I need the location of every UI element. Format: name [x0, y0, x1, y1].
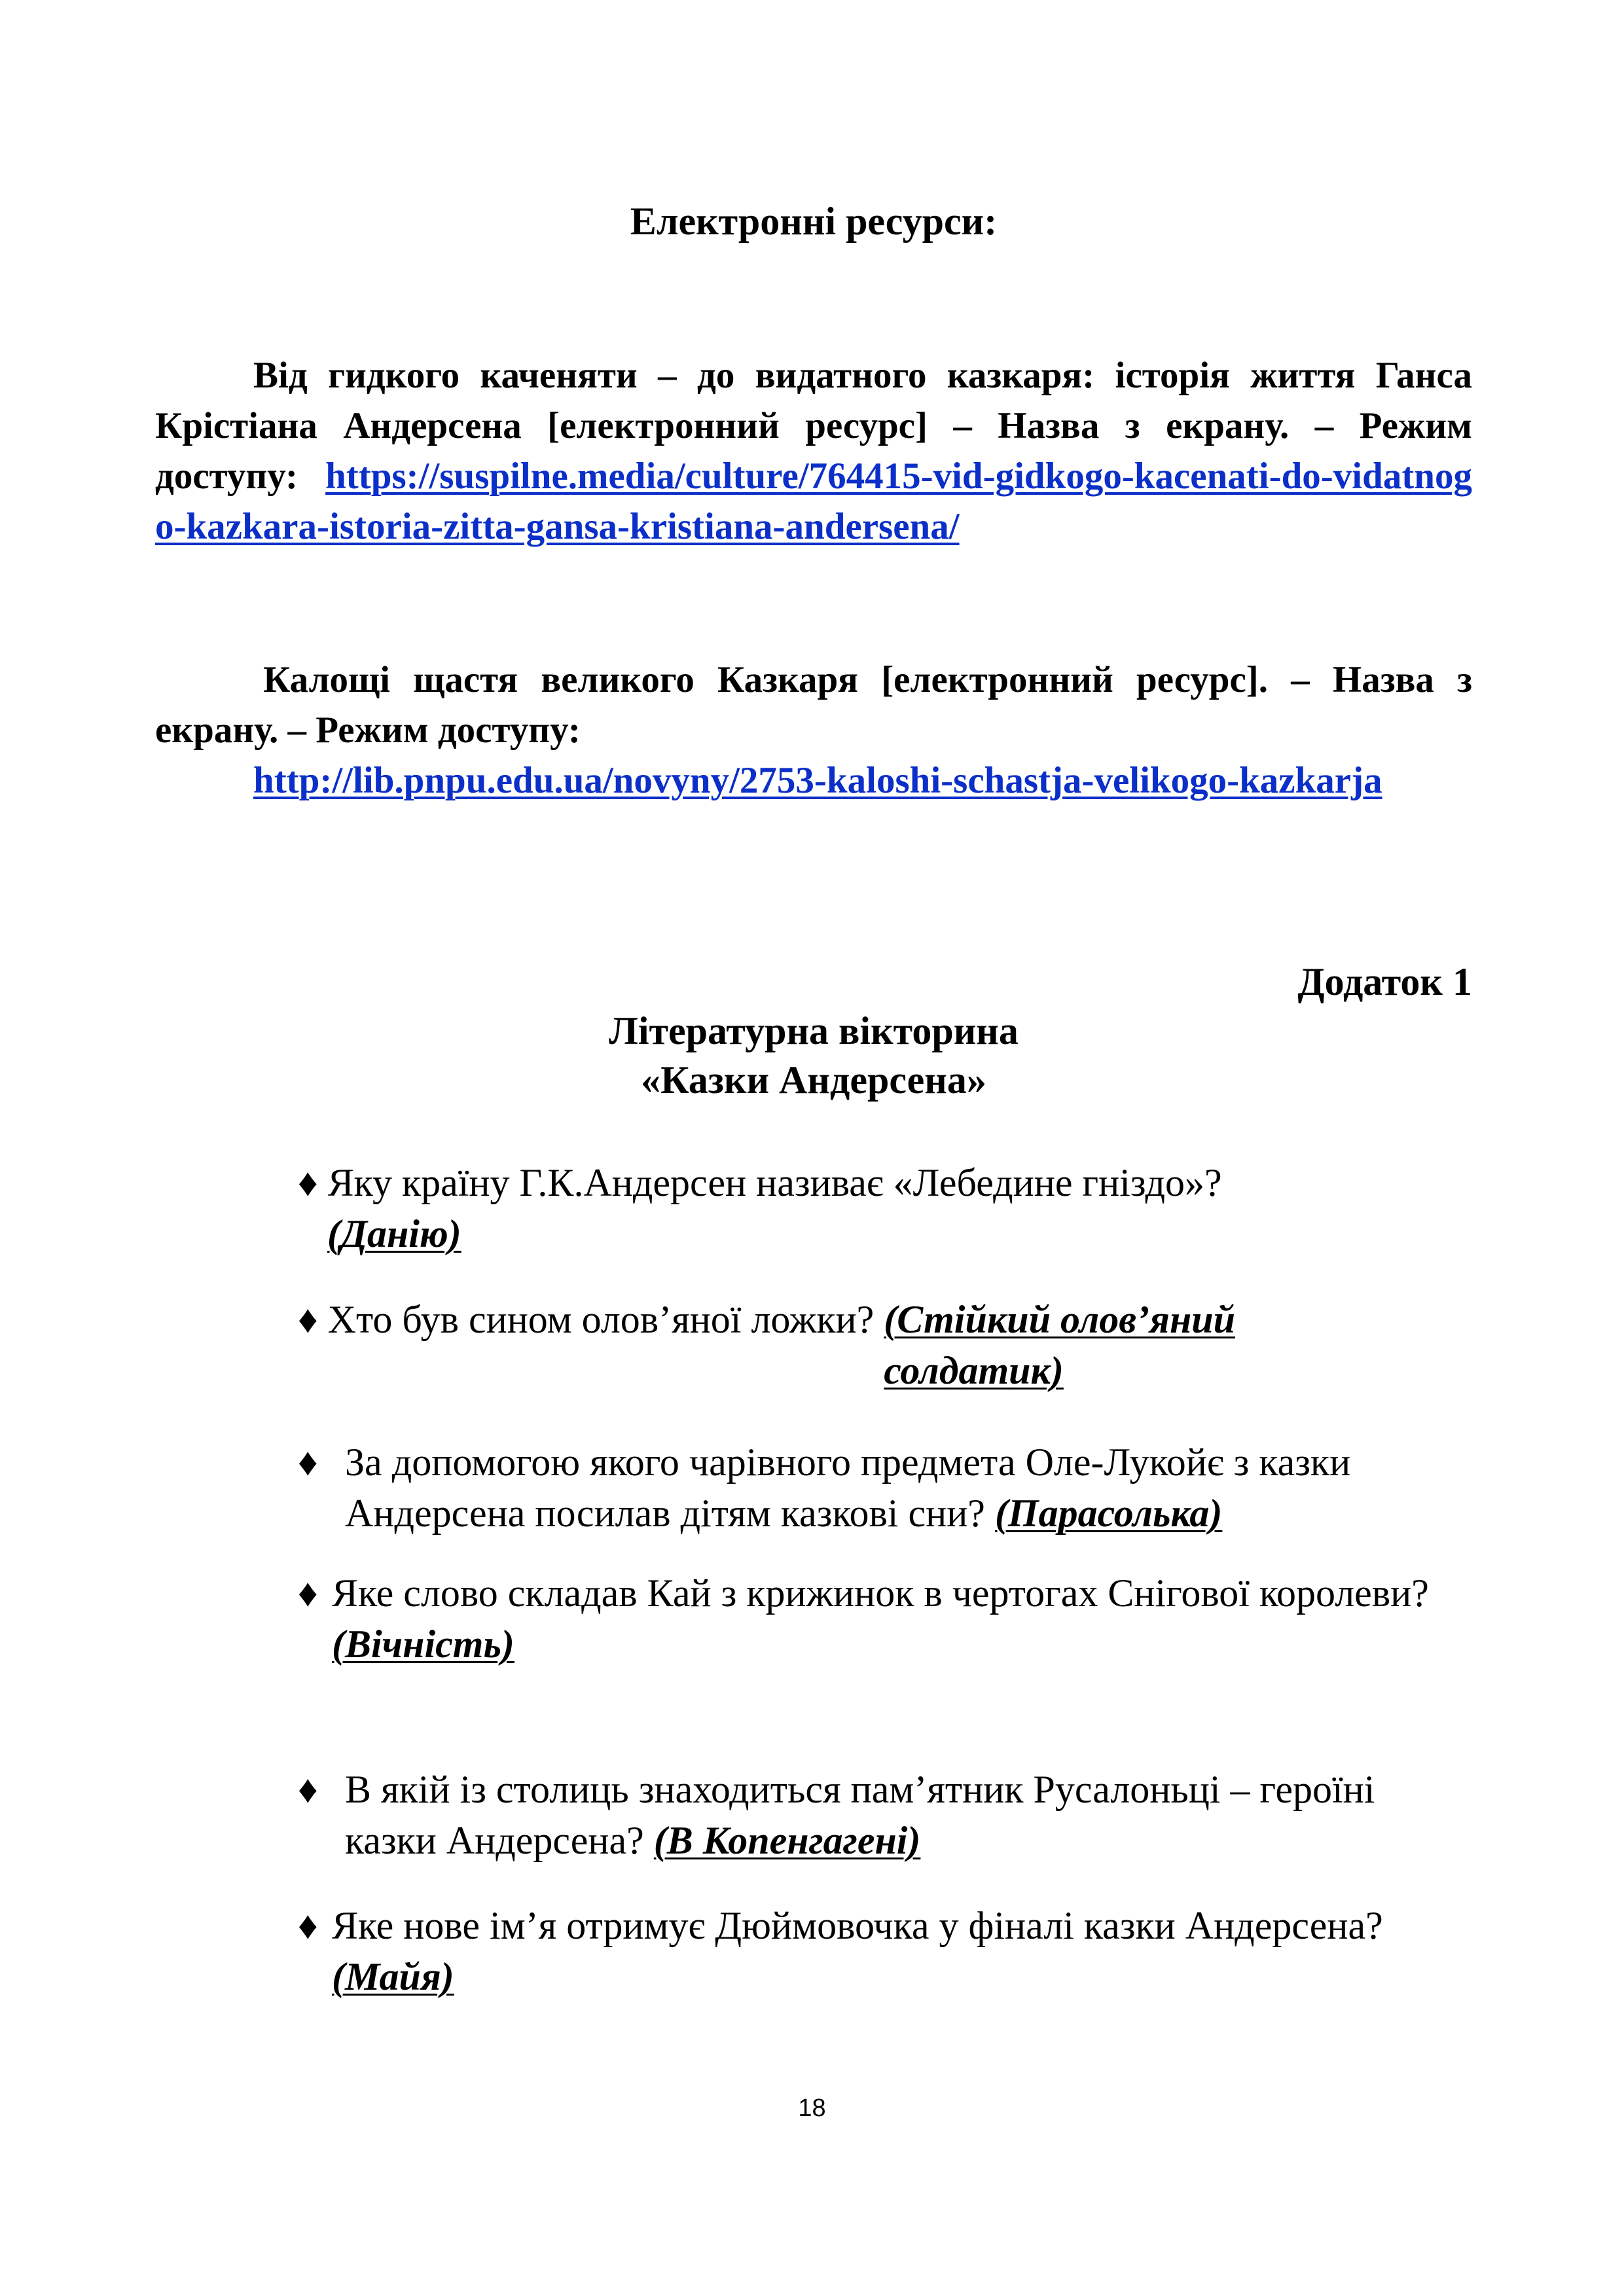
answer-text: (Парасолька) — [994, 1492, 1223, 1535]
quiz-question-6 — [298, 1900, 1463, 2002]
quiz-question-1 — [298, 1157, 1463, 1259]
answer-text: (Данію) — [327, 1212, 461, 1255]
answer-text: (Вічність) — [332, 1623, 514, 1666]
answer-text: (Стійкий олов’яний солдатик) — [884, 1298, 1236, 1392]
bullet-icon: ♦ — [298, 1768, 318, 1811]
resource-entry-2 — [155, 655, 1472, 806]
bullet-icon: ♦ — [298, 1571, 318, 1615]
question-text: Яку країну Г.К.Андерсен називає «Лебедине гніздо»? — [327, 1161, 1222, 1204]
resource-entry-1 — [155, 350, 1472, 552]
bullet-icon: ♦ — [298, 1161, 318, 1204]
appendix-label: Додаток 1 — [1297, 960, 1472, 1003]
resource-1-link[interactable]: https://suspilne.media/culture/764415-vid-gidkogo-kacenati-do-vidatnogo-kazkara-istoria-zitta-gansa-kristiana-andersena/ — [155, 456, 1472, 547]
section-heading: Електронні ресурси: — [630, 200, 998, 243]
question-text: За допомогою якого чарівного предмета Оле-Лукойє з казки Андерсена посилав дітям казкові сни? — [345, 1441, 1351, 1535]
bullet-icon: ♦ — [298, 1441, 318, 1484]
resource-2-text: Калощі щастя великого Казкаря [електронний ресурс]. – Назва з екрану. – Режим доступу: — [155, 659, 1472, 751]
resource-2-link[interactable]: http://lib.pnpu.edu.ua/novyny/2753-kaloshi-schastja-velikogo-kazkarja — [253, 760, 1382, 801]
quiz-question-2 — [298, 1294, 1463, 1396]
quiz-question-4 — [298, 1568, 1463, 1670]
question-text: Хто був сином олов’яної ложки? — [327, 1298, 875, 1341]
page-number: 18 — [798, 2094, 826, 2122]
question-text: В якій із столиць знаходиться пам’ятник Русалоньці – героїні казки Андерсена? — [345, 1768, 1375, 1862]
quiz-question-5 — [298, 1764, 1463, 1866]
resource-1-text: Від гидкого каченяти – до видатного казкаря: історія життя Ганса Крістіана Андерсена [електронний ресурс] – Назва з екрану. – Режим доступу: — [155, 355, 1472, 497]
bullet-icon: ♦ — [298, 1298, 318, 1341]
answer-text: (Майя) — [332, 1955, 454, 1998]
answer-text: (В Копенгагені) — [653, 1819, 921, 1862]
bullet-icon: ♦ — [298, 1904, 318, 1947]
quiz-question-3 — [298, 1437, 1463, 1539]
question-text: Яке нове ім’я отримує Дюймовочка у фіналі казки Андерсена? — [332, 1904, 1383, 1947]
quiz-subtitle: «Казки Андерсена» — [641, 1058, 986, 1102]
question-text: Яке слово складав Кай з крижинок в чертогах Снігової королеви? — [332, 1571, 1429, 1615]
resource-2-link-line — [155, 755, 1472, 806]
quiz-title: Літературна вікторина — [609, 1009, 1019, 1052]
